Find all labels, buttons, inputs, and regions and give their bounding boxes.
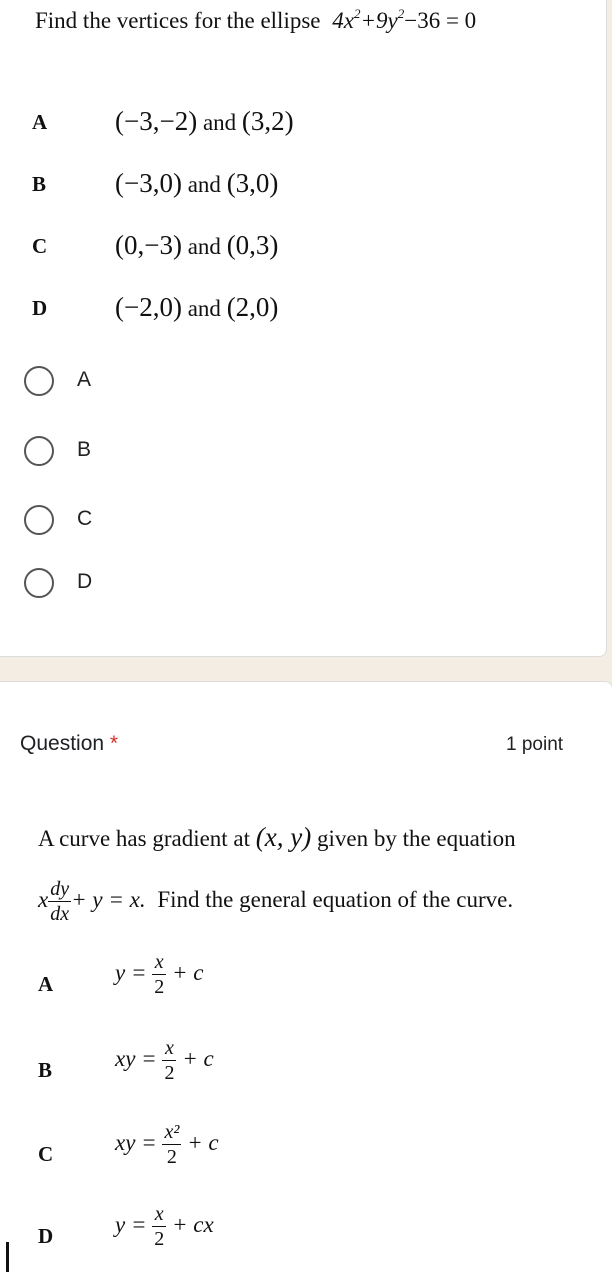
question-title: Question *: [20, 732, 119, 755]
q2-choice-a: A: [38, 972, 54, 996]
radio-option-a[interactable]: [24, 366, 54, 396]
q1-choice-d-text: (−2,0) and (2,0): [115, 292, 279, 322]
dy-dx-fraction: $\frac{dy}{dx}$: [50, 878, 70, 925]
radio-option-d[interactable]: [24, 568, 54, 598]
q2-choice-a-expr: y = $\frac{x}{2}$ + c: [115, 951, 204, 998]
q2-choice-b-expr: xy = $\frac{x}{2}$ + c: [115, 1037, 214, 1084]
radio-label-d[interactable]: D: [77, 570, 93, 593]
fraction: $\frac{x}{2}$: [154, 1203, 165, 1250]
radio-option-c[interactable]: [24, 505, 54, 535]
q1-choice-c-text: (0,−3) and (0,3): [115, 230, 279, 260]
q1-choice-a: [32, 110, 47, 135]
radio-label-b[interactable]: B: [77, 438, 92, 461]
fraction: $\frac{x}{2}$: [154, 951, 165, 998]
question-card-2: [0, 681, 612, 1280]
q1-prompt-line: [35, 8, 476, 34]
choice-letter: C: [32, 234, 48, 258]
radio-label-a[interactable]: A: [77, 368, 92, 391]
radio-option-b[interactable]: [24, 436, 54, 466]
q2-choice-c-expr: xy = $\frac{\text{x²}}{2}$ + c: [115, 1121, 219, 1168]
q2-choice-d: D: [38, 1224, 54, 1248]
q2-prompt-line-2: x $\frac{dy}{dx}$ + y = x. Find the general equation of the curve.: [38, 878, 514, 925]
required-asterisk: *: [109, 732, 119, 755]
radio-label-c[interactable]: C: [77, 507, 93, 530]
q2-choice-c: C: [38, 1142, 54, 1166]
choice-letter: A: [32, 110, 48, 134]
choice-letter: D: [32, 296, 48, 320]
q1-choice-a-text: (−3,−2) and (3,2): [115, 106, 294, 136]
q2-choice-b: B: [38, 1058, 53, 1082]
fraction: $\frac{\text{x²}}{2}$: [164, 1121, 180, 1168]
q2-prompt-line-1: A curve has gradient at (x, y) given by the equation: [38, 822, 516, 852]
q1-choice-b-text: (−3,0) and (3,0): [115, 168, 279, 198]
q1-choice-d: [32, 296, 47, 321]
q1-prompt: Find the vertices for the ellipse: [35, 8, 321, 33]
q1-choice-c: [32, 234, 47, 259]
text-cursor: [6, 1242, 9, 1272]
choice-letter: B: [32, 172, 47, 196]
q2-choice-d-expr: y = $\frac{x}{2}$ + cx: [115, 1203, 214, 1250]
fraction: $\frac{x}{2}$: [164, 1037, 175, 1084]
q1-choice-b: [32, 172, 46, 197]
points-label: 1 point: [506, 734, 564, 755]
q1-equation: $4x^2+9y^2-36 = 0$: [332, 6, 477, 33]
